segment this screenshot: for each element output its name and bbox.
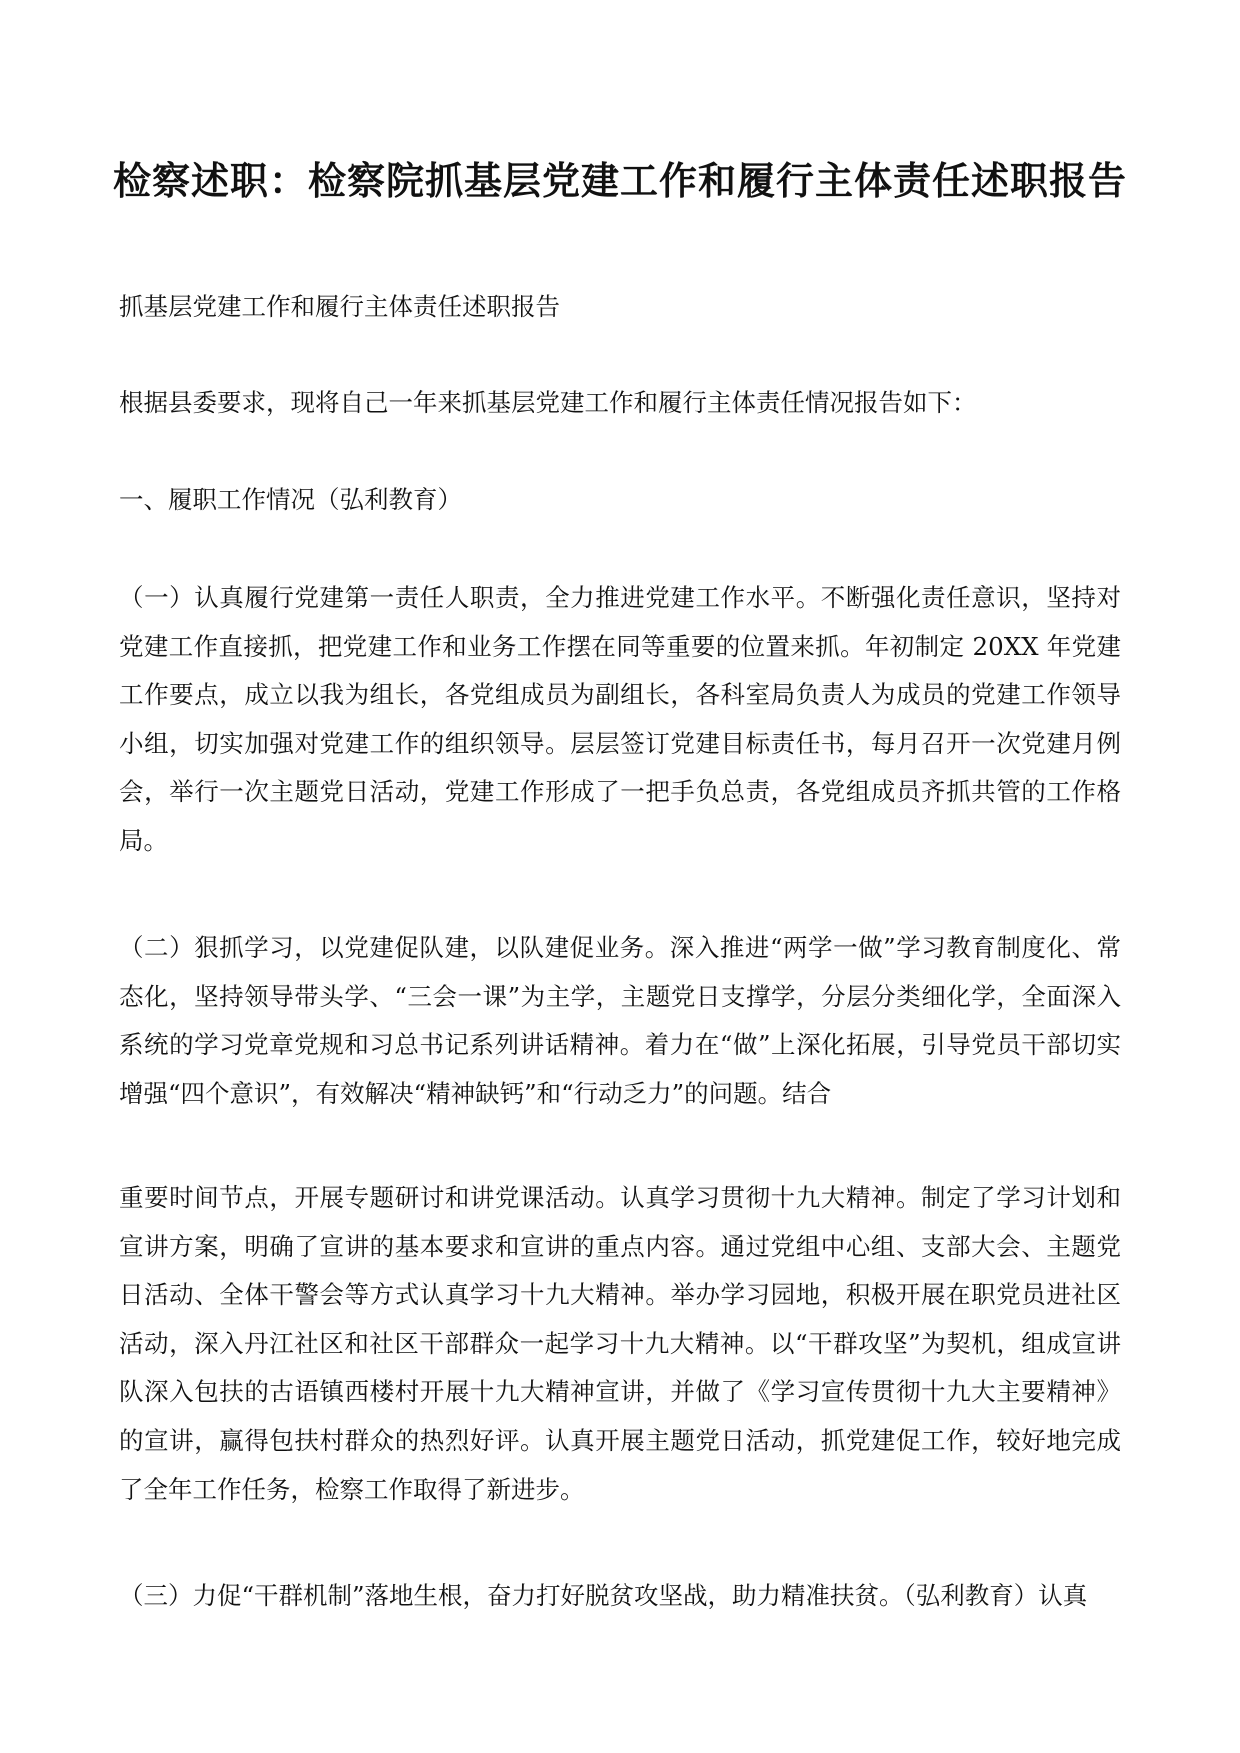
intro-paragraph: 根据县委要求，现将自己一年来抓基层党建工作和履行主体责任情况报告如下： — [119, 388, 977, 417]
section-heading-1: 一、履职工作情况（弘利教育） — [119, 485, 462, 514]
document-subtitle: 抓基层党建工作和履行主体责任述职报告 — [119, 292, 560, 321]
body-paragraph-1: （一）认真履行党建第一责任人职责，全力推进党建工作水平。不断强化责任意识，坚持对党建工作直接抓，把党建工作和业务工作摆在同等重要的位置来抓。年初制定 20XX 年党建工作要点，成立以我为组长，各党组成员为副组长，各科室局负责人为成员的党建工作领导小组，切实加强对党建工作的组织领导。层层签订党建目标责任书，每月召开一次党建月例会，举行一次主题党日活动，党建工作形成了一把手负总责，各党组成员齐抓共管的工作格局。 — [119, 583, 1121, 855]
body-paragraph-3: 重要时间节点，开展专题研讨和讲党课活动。认真学习贯彻十九大精神。制定了学习计划和宣讲方案，明确了宣讲的基本要求和宣讲的重点内容。通过党组中心组、支部大会、主题党日活动、全体干警会等方式认真学习十九大精神。举办学习园地，积极开展在职党员进社区活动，深入丹江社区和社区干部群众一起学习十九大精神。以“干群攻坚”为契机，组成宣讲队深入包扶的古语镇西楼村开展十九大精神宣讲，并做了《学习宣传贯彻十九大主要精神》的宣讲，赢得包扶村群众的热烈好评。认真开展主题党日活动，抓党建促工作，较好地完成了全年工作任务，检察工作取得了新进步。 — [119, 1183, 1121, 1504]
body-paragraph-2: （二）狠抓学习，以党建促队建，以队建促业务。深入推进“两学一做”学习教育制度化、常态化，坚持领导带头学、“三会一课”为主学，主题党日支撑学，分层分类细化学，全面深入系统的学习党章党规和习总书记系列讲话精神。着力在“做”上深化拓展，引导党员干部切实增强“四个意识”，有效解决“精神缺钙”和“行动乏力”的问题。结合 — [119, 933, 1121, 1108]
document-title: 检察述职：检察院抓基层党建工作和履行主体责任述职报告 — [112, 158, 1127, 203]
body-paragraph-4: （三）力促“干群机制”落地生根，奋力打好脱贫攻坚战，助力精准扶贫。（弘利教育）认真 — [119, 1581, 1088, 1610]
